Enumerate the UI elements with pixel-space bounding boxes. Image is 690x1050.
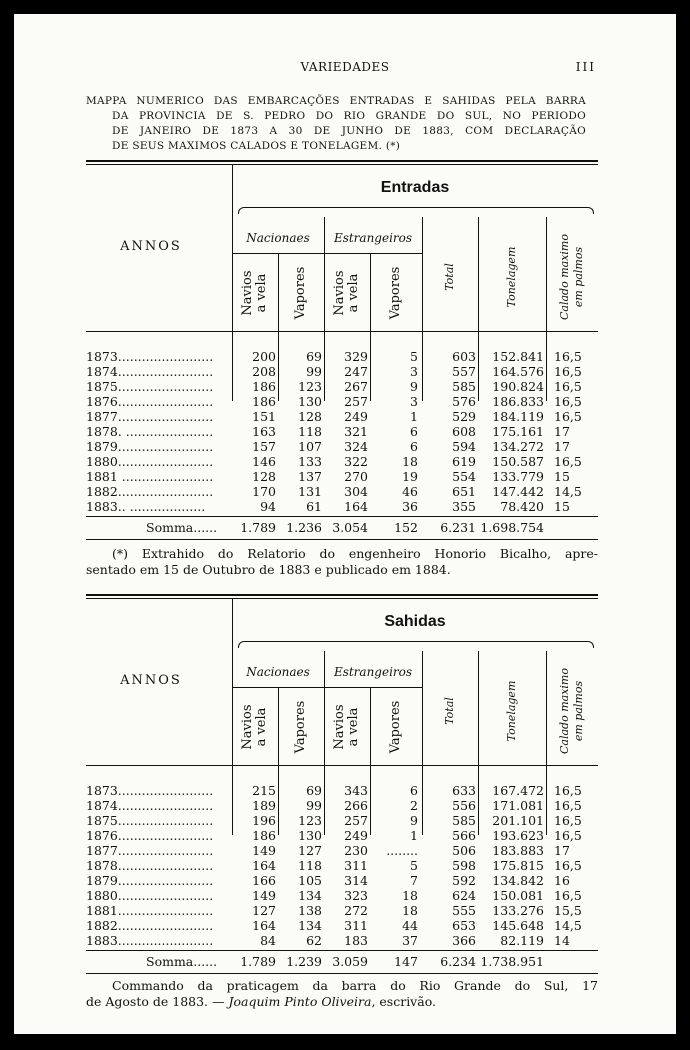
cell-calado: 16,5 <box>554 813 582 828</box>
cell-tonelagem: 134.272 <box>492 439 544 454</box>
cell-est-vela: 311 <box>344 858 368 873</box>
cell-year: 1883.. ................... <box>86 499 206 514</box>
cell-nac-vapores: 130 <box>298 394 322 409</box>
cell-tonelagem: 183.883 <box>492 843 544 858</box>
cell-est-vela: 230 <box>344 843 368 858</box>
cell-nac-vapores: 137 <box>298 469 322 484</box>
cell-nac-vela: 1.789 <box>240 520 276 535</box>
cell-est-vela: 314 <box>344 873 368 888</box>
cell-nac-vapores: 133 <box>298 454 322 469</box>
cell-tonelagem: 175.815 <box>492 858 544 873</box>
cell-nac-vapores: 69 <box>306 349 322 364</box>
cell-est-vela: 3.059 <box>332 954 368 969</box>
cell-tonelagem: 1.698.754 <box>480 520 544 535</box>
table-row <box>86 484 598 499</box>
cell-calado: 14,5 <box>554 484 582 499</box>
cell-est-vela: 249 <box>344 828 368 843</box>
cell-est-vapores: 1 <box>410 409 418 424</box>
cell-tonelagem: 175.161 <box>492 424 544 439</box>
cell-year: 1877........................ <box>86 409 214 424</box>
cell-calado: 16,5 <box>554 888 582 903</box>
cell-total: 6.234 <box>440 954 476 969</box>
table-row <box>86 798 598 813</box>
cell-nac-vela: 163 <box>252 424 276 439</box>
cell-est-vela: 3.054 <box>332 520 368 535</box>
cell-est-vela: 311 <box>344 918 368 933</box>
cell-year: 1881........................ <box>86 903 214 918</box>
cell-tonelagem: 147.442 <box>492 484 544 499</box>
cell-nac-vela: 157 <box>252 439 276 454</box>
cell-nac-vela: 146 <box>252 454 276 469</box>
cell-nac-vela: 189 <box>252 798 276 813</box>
cell-total: 355 <box>452 499 476 514</box>
cell-nac-vapores: 1.236 <box>286 520 322 535</box>
cell-total: 566 <box>452 828 476 843</box>
table-row <box>86 933 598 948</box>
cell-est-vapores: 18 <box>402 888 418 903</box>
cell-est-vela: 321 <box>344 424 368 439</box>
cell-year: 1878. ...................... <box>86 424 214 439</box>
cell-total: 624 <box>452 888 476 903</box>
cell-est-vapores: 5 <box>410 858 418 873</box>
cell-total: 653 <box>452 918 476 933</box>
table-row <box>86 903 598 918</box>
cell-year: 1873........................ <box>86 783 214 798</box>
cell-est-vapores: 19 <box>402 469 418 484</box>
cell-year: 1876........................ <box>86 828 214 843</box>
cell-nac-vapores: 130 <box>298 828 322 843</box>
sahidas-header: Sahidas ANNOS Nacionaes Estrangeiros Navios a vela Vapores Navios a vela Vapores Total Tonelagem Calado maximo em palmos <box>86 599 598 759</box>
cell-est-vela: 343 <box>344 783 368 798</box>
cell-tonelagem: 171.081 <box>492 798 544 813</box>
table-row <box>86 888 598 903</box>
cell-year: 1873........................ <box>86 349 214 364</box>
cell-nac-vapores: 118 <box>298 424 322 439</box>
cell-calado: 16,5 <box>554 454 582 469</box>
closing-text: de Agosto de 1883. — <box>86 994 229 1009</box>
cell-est-vela: 257 <box>344 813 368 828</box>
cell-calado: 17 <box>554 439 570 454</box>
cell-calado: 15 <box>554 499 570 514</box>
brace <box>238 207 594 214</box>
cell-tonelagem: 184.119 <box>492 409 544 424</box>
annos-header: ANNOS <box>120 239 182 254</box>
cell-tonelagem: 145.648 <box>492 918 544 933</box>
table-row <box>86 349 598 364</box>
cell-calado: 16,5 <box>554 349 582 364</box>
header-rule <box>86 331 598 332</box>
sum-rule <box>86 950 598 951</box>
entradas-body <box>86 349 598 514</box>
cell-year: 1880........................ <box>86 454 214 469</box>
table-row <box>86 454 598 469</box>
header-rule <box>86 765 598 766</box>
table-row <box>86 469 598 484</box>
signer-name: Joaquim Pinto Oliveira <box>228 994 372 1009</box>
footnote-line: (*) Extrahido do Relatorio do engenheiro Honorio Bicalho, apre- <box>112 546 598 561</box>
cell-nac-vela: 1.789 <box>240 954 276 969</box>
cell-nac-vela: 186 <box>252 828 276 843</box>
cell-nac-vela: 164 <box>252 858 276 873</box>
cell-est-vapores: 6 <box>410 424 418 439</box>
estrangeiros-header: Estrangeiros <box>333 665 413 679</box>
cell-nac-vapores: 128 <box>298 409 322 424</box>
cell-nac-vapores: 1.239 <box>286 954 322 969</box>
row-rule <box>232 687 422 688</box>
table-row <box>86 394 598 409</box>
cell-tonelagem: 78.420 <box>500 499 544 514</box>
cell-nac-vela: 84 <box>260 933 276 948</box>
cell-total: 555 <box>452 903 476 918</box>
cell-nac-vela: 196 <box>252 813 276 828</box>
table-caption <box>86 94 586 154</box>
cell-nac-vapores: 69 <box>306 783 322 798</box>
sahidas-body <box>86 783 598 948</box>
cell-total: 6.231 <box>440 520 476 535</box>
table-row <box>86 828 598 843</box>
table-row <box>86 873 598 888</box>
cell-year: 1876........................ <box>86 394 214 409</box>
cell-calado: 16,5 <box>554 394 582 409</box>
cell-year: 1875........................ <box>86 813 214 828</box>
cell-est-vapores: 36 <box>402 499 418 514</box>
cell-nac-vapores: 62 <box>306 933 322 948</box>
cell-calado: 14,5 <box>554 918 582 933</box>
cell-total: 585 <box>452 379 476 394</box>
table-row <box>86 918 598 933</box>
cell-nac-vela: 94 <box>260 499 276 514</box>
cell-tonelagem: 152.841 <box>492 349 544 364</box>
cell-tonelagem: 150.587 <box>492 454 544 469</box>
cell-year: 1882........................ <box>86 918 214 933</box>
cell-total: 633 <box>452 783 476 798</box>
entradas-table <box>86 160 598 540</box>
footnote <box>86 546 598 578</box>
closing-line <box>86 994 598 1010</box>
cell-nac-vapores: 134 <box>298 888 322 903</box>
cell-calado: 17 <box>554 843 570 858</box>
caption-line: DE SEUS MAXIMOS CALADOS E TONELAGEM. (*) <box>112 140 401 152</box>
cell-est-vapores: 9 <box>410 813 418 828</box>
cell-tonelagem: 134.842 <box>492 873 544 888</box>
cell-year: 1875........................ <box>86 379 214 394</box>
cell-tonelagem: 1.738.951 <box>480 954 544 969</box>
bottom-rule <box>86 539 598 540</box>
cell-calado: 16,5 <box>554 798 582 813</box>
cell-total: 585 <box>452 813 476 828</box>
cell-est-vela: 257 <box>344 394 368 409</box>
cell-calado: 16,5 <box>554 783 582 798</box>
table-row <box>86 783 598 798</box>
cell-nac-vapores: 123 <box>298 379 322 394</box>
nacionaes-header: Nacionaes <box>246 665 310 679</box>
closing-line: Commando da praticagem da barra do Rio Grande do Sul, 17 <box>112 978 598 993</box>
sahidas-sum-row <box>86 954 598 973</box>
cell-calado: 17 <box>554 424 570 439</box>
cell-est-vela: 304 <box>344 484 368 499</box>
cell-nac-vapores: 127 <box>298 843 322 858</box>
closing-text: , escrivão. <box>371 994 436 1009</box>
cell-est-vapores: 7 <box>410 873 418 888</box>
caption-line: DA PROVINCIA DE S. PEDRO DO RIO GRANDE DO SUL, NO PERIODO <box>112 110 586 122</box>
cell-total: 366 <box>452 933 476 948</box>
cell-total: 576 <box>452 394 476 409</box>
cell-est-vapores: 2 <box>410 798 418 813</box>
cell-calado: 15,5 <box>554 903 582 918</box>
cell-calado: 14 <box>554 933 570 948</box>
cell-est-vela: 267 <box>344 379 368 394</box>
cell-tonelagem: 186.833 <box>492 394 544 409</box>
table-row <box>86 439 598 454</box>
table-row <box>86 364 598 379</box>
cell-est-vapores: 9 <box>410 379 418 394</box>
cell-nac-vela: 186 <box>252 379 276 394</box>
page-number: III <box>575 60 596 74</box>
cell-est-vela: 247 <box>344 364 368 379</box>
cell-nac-vela: 170 <box>252 484 276 499</box>
table-row <box>86 813 598 828</box>
cell-nac-vela: 166 <box>252 873 276 888</box>
cell-nac-vapores: 99 <box>306 798 322 813</box>
cell-est-vela: 324 <box>344 439 368 454</box>
cell-year: 1874........................ <box>86 364 214 379</box>
cell-est-vapores: 3 <box>410 394 418 409</box>
cell-tonelagem: 190.824 <box>492 379 544 394</box>
entradas-title: Entradas <box>380 179 450 196</box>
nacionaes-header: Nacionaes <box>246 231 310 245</box>
cell-nac-vela: 127 <box>252 903 276 918</box>
cell-nac-vapores: 123 <box>298 813 322 828</box>
cell-est-vapores: 18 <box>402 454 418 469</box>
cell-total: 592 <box>452 873 476 888</box>
cell-est-vapores: 1 <box>410 828 418 843</box>
cell-nac-vapores: 99 <box>306 364 322 379</box>
cell-total: 529 <box>452 409 476 424</box>
cell-est-vapores: 147 <box>394 954 418 969</box>
cell-nac-vela: 208 <box>252 364 276 379</box>
cell-year: 1883........................ <box>86 933 214 948</box>
cell-tonelagem: 164.576 <box>492 364 544 379</box>
cell-total: 608 <box>452 424 476 439</box>
cell-nac-vela: 215 <box>252 783 276 798</box>
cell-tonelagem: 201.101 <box>492 813 544 828</box>
cell-calado: 16,5 <box>554 379 582 394</box>
table-row <box>86 409 598 424</box>
cell-year: 1880........................ <box>86 888 214 903</box>
cell-est-vapores: 5 <box>410 349 418 364</box>
cell-year: 1877........................ <box>86 843 214 858</box>
cell-est-vela: 249 <box>344 409 368 424</box>
cell-nac-vela: 149 <box>252 888 276 903</box>
table-row <box>86 843 598 858</box>
caption-line: DE JANEIRO DE 1873 A 30 DE JUNHO DE 1883, COM DECLARAÇÃO <box>112 125 586 137</box>
cell-year: 1881 ....................... <box>86 469 214 484</box>
cell-est-vapores: 37 <box>402 933 418 948</box>
cell-nac-vela: 200 <box>252 349 276 364</box>
cell-est-vapores: 152 <box>394 520 418 535</box>
cell-nac-vapores: 131 <box>298 484 322 499</box>
table-row <box>86 499 598 514</box>
cell-est-vela: 183 <box>344 933 368 948</box>
footnote-line: sentado em 15 de Outubro de 1883 e publicado em 1884. <box>86 562 451 577</box>
cell-total: 557 <box>452 364 476 379</box>
sum-label: Somma...... <box>146 520 218 535</box>
cell-total: 594 <box>452 439 476 454</box>
cell-total: 506 <box>452 843 476 858</box>
cell-nac-vapores: 105 <box>298 873 322 888</box>
book-page <box>14 14 676 1034</box>
cell-est-vela: 266 <box>344 798 368 813</box>
divider <box>86 594 598 596</box>
cell-year: 1879........................ <box>86 439 214 454</box>
annos-header: ANNOS <box>120 673 182 688</box>
cell-nac-vapores: 138 <box>298 903 322 918</box>
cell-total: 603 <box>452 349 476 364</box>
cell-est-vapores: 3 <box>410 364 418 379</box>
cell-est-vela: 322 <box>344 454 368 469</box>
table-row <box>86 379 598 394</box>
cell-est-vela: 323 <box>344 888 368 903</box>
cell-calado: 16,5 <box>554 858 582 873</box>
entradas-sum-row <box>86 520 598 539</box>
cell-calado: 16,5 <box>554 409 582 424</box>
entradas-header: Entradas ANNOS Nacionaes Estrangeiros Navios a vela Vapores Navios a vela Vapores Total Tonelagem Calado maximo em palmos <box>86 165 598 325</box>
caption-line: MAPPA NUMERICO DAS EMBARCAÇÕES ENTRADAS E SAHIDAS PELA BARRA <box>86 95 586 107</box>
row-rule <box>232 253 422 254</box>
cell-calado: 16,5 <box>554 828 582 843</box>
cell-tonelagem: 82.119 <box>500 933 544 948</box>
cell-est-vela: 270 <box>344 469 368 484</box>
cell-nac-vela: 151 <box>252 409 276 424</box>
cell-year: 1882........................ <box>86 484 214 499</box>
sum-label: Somma...... <box>146 954 218 969</box>
cell-nac-vapores: 107 <box>298 439 322 454</box>
table-row <box>86 858 598 873</box>
cell-nac-vapores: 134 <box>298 918 322 933</box>
running-title: VARIEDADES <box>300 60 390 74</box>
closing-note <box>86 978 598 1010</box>
cell-year: 1879........................ <box>86 873 214 888</box>
cell-calado: 15 <box>554 469 570 484</box>
cell-est-vela: 329 <box>344 349 368 364</box>
cell-est-vapores: 46 <box>402 484 418 499</box>
cell-tonelagem: 133.276 <box>492 903 544 918</box>
sahidas-title: Sahidas <box>384 613 446 630</box>
cell-tonelagem: 150.081 <box>492 888 544 903</box>
divider <box>86 160 598 162</box>
cell-nac-vela: 128 <box>252 469 276 484</box>
cell-nac-vela: 186 <box>252 394 276 409</box>
sum-rule <box>86 516 598 517</box>
cell-year: 1874........................ <box>86 798 214 813</box>
cell-nac-vela: 149 <box>252 843 276 858</box>
cell-est-vela: 272 <box>344 903 368 918</box>
table-row <box>86 424 598 439</box>
cell-tonelagem: 133.779 <box>492 469 544 484</box>
cell-est-vela: 164 <box>344 499 368 514</box>
cell-tonelagem: 167.472 <box>492 783 544 798</box>
cell-total: 598 <box>452 858 476 873</box>
cell-total: 651 <box>452 484 476 499</box>
estrangeiros-header: Estrangeiros <box>333 231 413 245</box>
cell-est-vapores: 44 <box>402 918 418 933</box>
cell-nac-vapores: 118 <box>298 858 322 873</box>
cell-est-vapores: 18 <box>402 903 418 918</box>
page-header <box>14 60 676 80</box>
cell-calado: 16 <box>554 873 570 888</box>
bottom-rule <box>86 973 598 974</box>
brace <box>238 641 594 648</box>
cell-nac-vela: 164 <box>252 918 276 933</box>
cell-est-vapores: 6 <box>410 783 418 798</box>
cell-year: 1878........................ <box>86 858 214 873</box>
sahidas-table <box>86 594 598 974</box>
cell-est-vapores: ........ <box>386 843 418 858</box>
cell-total: 554 <box>452 469 476 484</box>
cell-calado: 16,5 <box>554 364 582 379</box>
cell-total: 619 <box>452 454 476 469</box>
cell-total: 556 <box>452 798 476 813</box>
cell-est-vapores: 6 <box>410 439 418 454</box>
cell-nac-vapores: 61 <box>306 499 322 514</box>
cell-tonelagem: 193.623 <box>492 828 544 843</box>
